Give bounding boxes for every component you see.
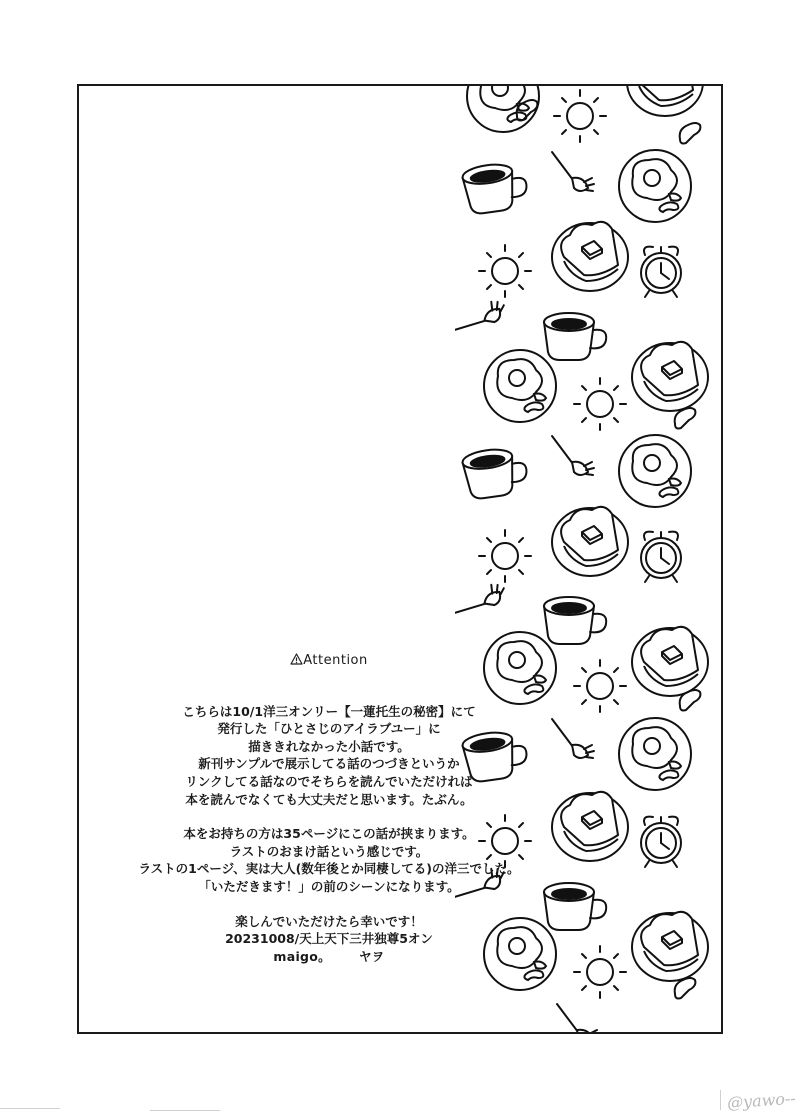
text-line: こちらは10/1洋三オンリー【一蓮托生の秘密】にて bbox=[182, 703, 476, 719]
attention-label: Attention bbox=[303, 653, 368, 668]
author-name-kana: ヤヲ bbox=[358, 948, 385, 964]
text-line: 発行した「ひとさじのアイラブユー」に bbox=[217, 721, 441, 737]
text-line: 「いただきます！」の前のシーンになります。 bbox=[198, 878, 460, 894]
text-line: リンクしてる話なのでそちらを読んでいただければ bbox=[185, 773, 473, 789]
text-line: ラストの1ページ、実は大人(数年後とか同棲してる)の洋三でした。 bbox=[138, 861, 520, 877]
crop-mark bbox=[720, 1090, 721, 1110]
text-line: 本をお持ちの方は35ページにこの話が挟まります。 bbox=[183, 826, 475, 842]
author-name: maigo。 bbox=[273, 948, 331, 964]
crop-mark bbox=[150, 1110, 220, 1111]
closing bbox=[79, 913, 579, 966]
text-line: 描ききれなかった小話です。 bbox=[248, 738, 410, 754]
watermark: @yawo-- bbox=[726, 1088, 797, 1113]
author-line bbox=[79, 948, 579, 966]
warning-icon bbox=[290, 653, 303, 665]
crop-mark bbox=[0, 1108, 60, 1109]
text-line: ラストのおまけ話という感じです。 bbox=[229, 843, 429, 859]
paragraph-intro bbox=[79, 703, 579, 809]
paragraph-book-note bbox=[79, 825, 579, 895]
text-line: 新刊サンプルで展示してる話のつづきというか bbox=[198, 756, 460, 772]
closing-message: 楽しんでいただけたら幸いです！ bbox=[235, 913, 423, 929]
attention-heading bbox=[79, 652, 579, 670]
notes-text bbox=[79, 652, 579, 965]
event-date: 20231008/天上天下三井独尊5オン bbox=[225, 931, 433, 947]
text-line: 本を読んでなくても大丈夫だと思います。たぶん。 bbox=[185, 791, 473, 807]
page-frame bbox=[77, 84, 723, 1034]
